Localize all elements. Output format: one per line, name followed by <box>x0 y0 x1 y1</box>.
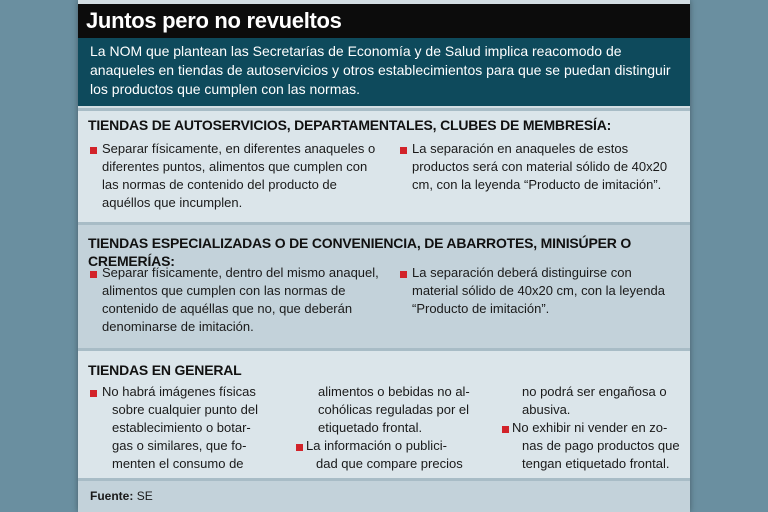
flow-line: etiquetado frontal. <box>318 420 423 435</box>
section-title: TIENDAS ESPECIALIZADAS O DE CONVENIENCIA, DE ABARROTES, MINISÚPER O CREMERÍAS: <box>88 235 632 269</box>
flow-line: nas de pago productos que <box>522 438 680 453</box>
source-value: SE <box>136 489 153 503</box>
flow-line: no podrá ser engañosa o <box>522 384 667 399</box>
bullet-marker <box>90 390 97 397</box>
flow-column-2b <box>306 437 463 473</box>
bullet-marker <box>400 271 407 278</box>
bullet-marker <box>400 147 407 154</box>
flow-line: menten el consumo de <box>112 456 244 471</box>
source-label: Fuente: <box>90 489 134 503</box>
flow-line: dad que compare precios <box>316 456 463 471</box>
bullet-marker <box>90 147 97 154</box>
bullet-marker <box>296 444 303 451</box>
section-item: Separar físicamente, en diferentes anaqueles o diferentes puntos, alimentos que cumplen con las normas de contenido del producto de aquéllos que incumplen. <box>102 141 376 210</box>
intro-text: La NOM que plantean las Secretarías de Economía y de Salud implica reacomodo de anaqueles en tiendas de autoservicios y otros establecimientos para que se puedan distinguir los productos que cumplen con las normas. <box>90 43 671 97</box>
flow-line: alimentos o bebidas no al- <box>318 384 470 399</box>
infographic-card <box>78 0 690 512</box>
section-item: La separación en anaqueles de estos productos será con material sólido de 40x20 cm, con la leyenda “Producto de imitación”. <box>412 141 668 192</box>
flow-line: No exhibir ni vender en zo- <box>512 420 668 435</box>
bullet-marker <box>90 271 97 278</box>
flow-line: No habrá imágenes físicas <box>102 384 256 399</box>
flow-column-3b <box>512 419 680 473</box>
section-item: Separar físicamente, dentro del mismo anaquel, alimentos que cumplen con las normas de contenido de aquéllas que no, que deberán denominarse de imitación. <box>102 265 379 334</box>
flow-line: cohólicas reguladas por el <box>318 402 470 417</box>
flow-line: tengan etiquetado frontal. <box>522 456 670 471</box>
flow-line: abusiva. <box>522 402 571 417</box>
section-title: TIENDAS EN GENERAL <box>88 362 242 378</box>
section-item: La separación deberá distinguirse con material sólido de 40x20 cm, con la leyenda “Producto de imitación”. <box>412 265 665 316</box>
source-footer <box>78 478 690 512</box>
flow-line: establecimiento o botar- <box>112 420 251 435</box>
flow-column-2 <box>318 383 470 437</box>
flow-line: gas o similares, que fo- <box>112 438 247 453</box>
flow-column-3 <box>522 383 667 419</box>
source-line <box>90 489 153 503</box>
section-title: TIENDAS DE AUTOSERVICIOS, DEPARTAMENTALES, CLUBES DE MEMBRESÍA: <box>88 117 612 133</box>
section-general <box>78 348 690 481</box>
title-bar <box>78 4 690 38</box>
flow-line: La información o publici- <box>306 438 447 453</box>
section-autoservicios <box>78 108 690 223</box>
intro-box <box>78 38 690 106</box>
page-title: Juntos pero no revueltos <box>86 8 342 33</box>
flow-line: sobre cualquier punto del <box>112 402 258 417</box>
flow-column-1 <box>102 383 258 473</box>
section-conveniencia <box>78 222 690 349</box>
bullet-marker <box>502 426 509 433</box>
